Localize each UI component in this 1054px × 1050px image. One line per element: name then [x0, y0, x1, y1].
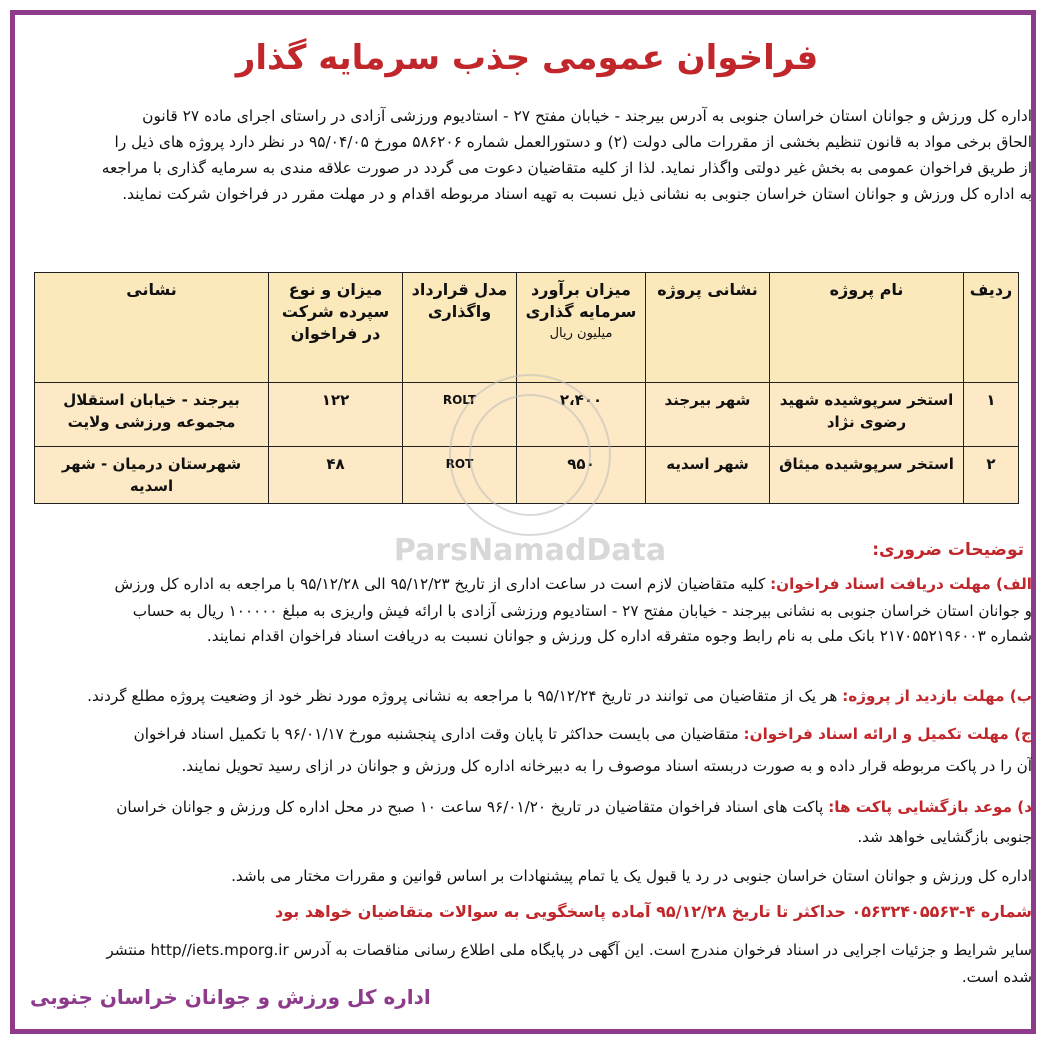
intro-paragraph — [22, 103, 1032, 207]
note-c-label: ج) مهلت تکمیل و ارائه اسناد فراخوان: — [743, 725, 1032, 743]
header-estimate-unit: میلیون ریال — [549, 326, 613, 341]
header-radif: ردیف — [964, 273, 1019, 383]
note-a-label: الف) مهلت دریافت اسناد فراخوان: — [770, 575, 1032, 593]
page-title: فراخوان عمومی جذب سرمایه گذار — [235, 38, 819, 78]
note-b — [22, 684, 1032, 708]
signature: اداره کل ورزش و جوانان خراسان جنوبی — [30, 985, 431, 1009]
header-estimate-label: میزان برآورد سرمایه گذاری — [525, 280, 637, 321]
note-c-text: متقاضیان می بایست حداکثر تا پایان وقت اداری پنجشنبه مورخ ۹۶/۰۱/۱۷ با تکمیل اسناد فراخوان — [133, 725, 744, 743]
note-c-line2: آن را در پاکت مربوطه قرار داده و به صورت دربسته اسناد موصوف را به دبیرخانه اداره کل ورزش و جوانان در ازای رسید تحویل نمایند. — [181, 757, 1032, 775]
table-row — [35, 383, 1019, 447]
table-header-row — [35, 273, 1019, 383]
cell-radif: ۱ — [964, 383, 1019, 447]
watermark-text: ParsNamadData — [393, 533, 667, 568]
cell-contract-model: ROT — [403, 447, 517, 504]
cell-deposit: ۱۲۲ — [269, 383, 403, 447]
cell-address: شهرستان درمیان - شهر اسدیه — [35, 447, 269, 504]
header-deposit: میزان و نوع سپرده شرکت در فراخوان — [269, 273, 403, 383]
header-contract-model: مدل قرارداد واگذاری — [403, 273, 517, 383]
header-project-location: نشانی پروژه — [646, 273, 770, 383]
intro-line: از طریق فراخوان عمومی به بخش غیر دولتی واگذار نماید. لذا از کلیه متقاضیان دعوت می گردد در صورت علاقه مندی به سرمایه گذاری با مراجعه — [101, 159, 1032, 177]
table-row — [35, 447, 1019, 504]
note-d-label: د) موعد بازگشایی پاکت ها: — [828, 798, 1032, 816]
cell-address: بیرجند - خیابان استقلال مجموعه ورزشی ولایت — [35, 383, 269, 447]
intro-line: به اداره کل ورزش و جوانان استان خراسان جنوبی به نشانی ذیل نسبت به تهیه اسناد مربوطه اقدام و در مهلت مقرر در فراخوان شرکت نمایند. — [122, 185, 1032, 203]
projects-table — [34, 272, 1019, 504]
cell-estimate: ۹۵۰ — [517, 447, 646, 504]
cell-deposit: ۴۸ — [269, 447, 403, 504]
note-a-text: کلیه متقاضیان لازم است در ساعت اداری از تاریخ ۹۵/۱۲/۲۳ الی ۹۵/۱۲/۲۸ با مراجعه به اداره کل ورزش — [114, 575, 771, 593]
note-d-line2: جنوبی بازگشایی خواهد شد. — [857, 828, 1032, 846]
cell-project-name: استخر سرپوشیده میثاق — [770, 447, 964, 504]
cell-contract-model: ROLT — [403, 383, 517, 447]
header-estimate — [517, 273, 646, 383]
note-a-line2: و جوانان استان خراسان جنوبی به نشانی بیرجند - خیابان مفتح ۲۷ - استادیوم ورزشی آزادی با ارائه فیش واریزی به مبلغ ۱۰۰۰۰۰ ریال به حساب — [132, 602, 1032, 620]
cell-radif: ۲ — [964, 447, 1019, 504]
cell-project-name: استخر سرپوشیده شهید رضوی نژاد — [770, 383, 964, 447]
note-other-line1: سایر شرایط و جزئیات اجرایی در اسناد فرخوان مندرج است. این آگهی در پایگاه ملی اطلاع رسانی مناقصات به آدرس http//iets.mporg.ir منتشر — [106, 941, 1032, 959]
intro-line: الحاق برخی مواد به قانون تنظیم بخشی از مقررات مالی دولت (۲) و دستورالعمل شماره ۵۸۶۲۰۶ مورخ ۹۵/۰۴/۰۵ در نظر دارد پروژه های ذیل را — [114, 133, 1032, 151]
note-d-text: پاکت های اسناد فراخوان متقاضیان در تاریخ ۹۶/۰۱/۲۰ ساعت ۱۰ صبح در محل اداره کل ورزش و جوانان خراسان — [116, 798, 829, 816]
note-general: اداره کل ورزش و جوانان استان خراسان جنوبی در رد یا قبول یک یا تمام پیشنهادات بر اساس قوانین و مقررات مختار می باشد. — [231, 867, 1032, 885]
note-a — [22, 572, 1032, 596]
cell-estimate: ۲،۴۰۰ — [517, 383, 646, 447]
note-d — [22, 795, 1032, 819]
notes-title: توضیحات ضروری: — [872, 540, 1024, 560]
cell-project-location: شهر اسدیه — [646, 447, 770, 504]
cell-project-location: شهر بیرجند — [646, 383, 770, 447]
intro-line: اداره کل ورزش و جوانان استان خراسان جنوبی به آدرس بیرجند - خیابان مفتح ۲۷ - استادیوم ورزشی آزادی در راستای اجرای ماده ۲۷ قانون — [142, 107, 1032, 125]
note-b-label: ب) مهلت بازدید از پروژه: — [842, 687, 1032, 705]
header-project-name: نام پروژه — [770, 273, 964, 383]
note-b-text: هر یک از متقاضیان می توانند در تاریخ ۹۵/۱۲/۲۴ با مراجعه به نشانی پروژه مورد نظر خود از وضعیت پروژه مطلع گردند. — [87, 687, 843, 705]
note-contact: شماره ۴-۰۵۶۳۲۴۰۵۵۶۳ حداکثر تا تاریخ ۹۵/۱۲/۲۸ آماده پاسخگویی به سوالات متقاضیان خواهد بود — [275, 902, 1032, 921]
note-a-line3: شماره ۲۱۷۰۵۵۲۱۹۶۰۰۳ بانک ملی به نام رابط وجوه متفرقه اداره کل ورزش و جوانان نسبت به دریافت اسناد فراخوان اقدام نمایند. — [206, 627, 1032, 645]
note-other-line2: شده است. — [961, 968, 1032, 986]
header-address: نشانی — [35, 273, 269, 383]
note-c — [22, 722, 1032, 746]
